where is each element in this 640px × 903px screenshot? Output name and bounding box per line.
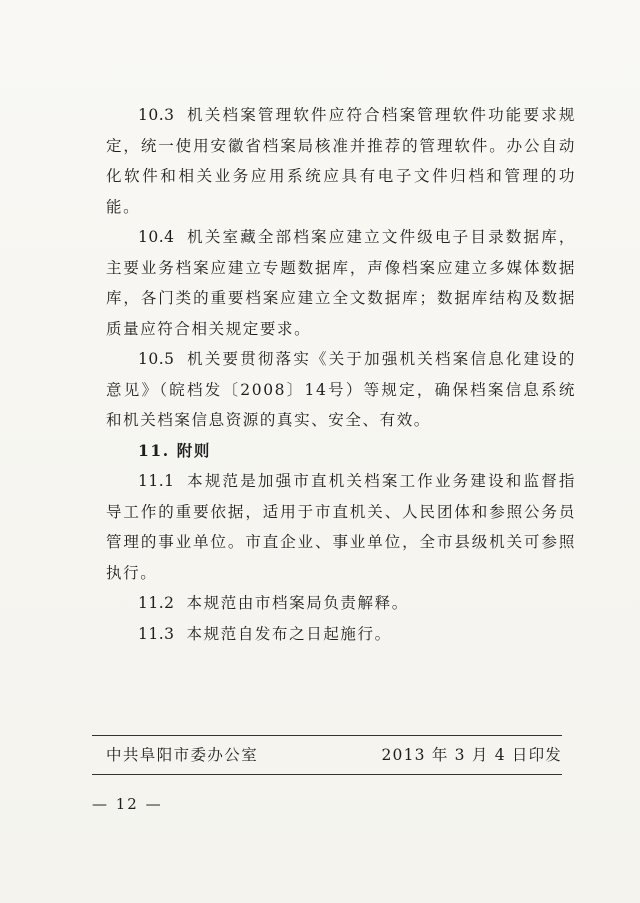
clause-text: 本规范是加强市直机关档案工作业务建设和监督指导工作的重要依据，适用于市直机关、人民团体和参照公务员管理的事业单位。市直企业、事业单位，全市县级机关可参照执行。 (106, 472, 576, 582)
clause-10-3 (106, 100, 576, 222)
issuer-name: 中共阜阳市委办公室 (106, 746, 259, 764)
clause-text: 本规范由市档案局负责解释。 (186, 594, 409, 612)
print-date: 2013 年 3 月 4 日印发 (381, 746, 562, 764)
clause-text: 机关室藏全部档案应建立文件级电子目录数据库，主要业务档案应建立专题数据库，声像档案应建立多媒体数据库，各门类的重要档案应建立全文数据库；数据库结构及数据质量应符合相关规定要求。 (106, 228, 576, 338)
footer-divider-top (92, 735, 562, 736)
clause-number: 11.3 (138, 624, 175, 643)
clause-10-5 (106, 344, 576, 436)
footer-divider-bottom (92, 774, 562, 775)
clause-number: 10.3 (138, 106, 175, 124)
page-number: — 12 — (92, 795, 163, 813)
clause-number: 11.1 (138, 472, 175, 490)
clause-text: 本规范自发布之日起施行。 (186, 624, 392, 643)
clause-number: 10.5 (138, 350, 175, 368)
clause-11-1 (106, 466, 576, 588)
clause-11-2 (106, 588, 576, 619)
clause-text: 机关档案管理软件应符合档案管理软件功能要求规定，统一使用安徽省档案局核准并推荐的管理软件。办公自动化软件和相关业务应用系统应具有电子文件归档和管理的功能。 (106, 106, 576, 216)
clause-number: 11.2 (138, 594, 175, 612)
section-heading-appendix: 11. 附则 (138, 440, 211, 460)
body-text (106, 100, 576, 649)
clause-text: 机关要贯彻落实《关于加强机关档案信息化建设的意见》（皖档发〔2008〕14号）等规定，确保档案信息系统和机关档案信息资源的真实、安全、有效。 (106, 350, 576, 429)
clause-number: 10.4 (138, 228, 175, 246)
clause-10-4 (106, 222, 576, 344)
clause-11-3 (106, 619, 576, 650)
